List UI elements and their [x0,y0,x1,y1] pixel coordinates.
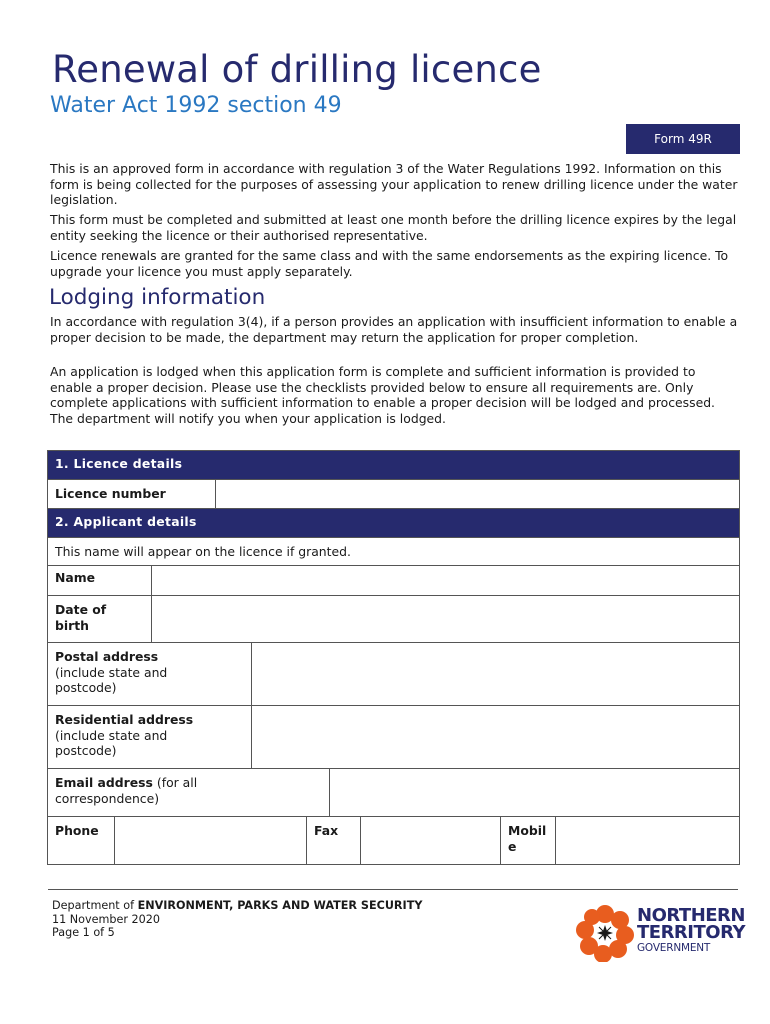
name-label: Name [48,566,152,596]
page-title: Renewal of drilling licence [52,48,542,91]
logo-line-3: GOVERNMENT [637,942,711,954]
residential-address-label [48,706,252,769]
logo-line-1: NORTHERN [637,905,745,926]
postal-address-hint-2: postcode) [55,680,117,696]
residential-address-field[interactable] [252,706,740,769]
phone-label: Phone [48,817,115,865]
fax-label: Fax [307,817,361,865]
email-address-label-text: Email address [55,775,153,790]
residential-address-label-text: Residential address [55,712,194,727]
intro-paragraph-3: Licence renewals are granted for the same class and with the same endorsements as the expiring licence. To upgrade your licence you must apply separately. [50,248,729,279]
postal-address-label [48,643,252,706]
intro-paragraph-1: This is an approved form in accordance with regulation 3 of the Water Regulations 1992. Information on this form is being collected for the purposes of assessing your application to renew drilling licence under the water legislation. [50,161,738,208]
email-address-hint-2: correspondence) [55,790,160,806]
dob-label [48,596,152,643]
lodging-heading: Lodging information [49,285,266,310]
postal-address-label-text: Postal address [55,649,159,664]
dob-label-line-1: Date of [55,602,107,617]
nt-government-logo [575,902,745,962]
fax-field[interactable] [361,817,501,865]
footer-dept-prefix: Department of [52,899,138,912]
postal-address-field[interactable] [252,643,740,706]
logo-line-2: TERRITORY [637,921,745,943]
intro-paragraph-2: This form must be completed and submitted at least one month before the drilling licence expires by the legal entity seeking the licence or their authorised representative. [50,212,737,243]
mobile-label-line-2: e [508,838,517,854]
footer-date: 11 November 2020 [52,912,161,926]
date-of-birth-field[interactable] [152,596,740,643]
licence-name-note: This name will appear on the licence if granted. [48,538,740,566]
email-address-hint-1: (for all [156,775,198,790]
page-footer [52,899,422,940]
residential-address-hint-2: postcode) [55,743,117,759]
logo-wordmark [637,905,745,943]
form-number-badge: Form 49R [626,124,740,154]
lodging-paragraph-2: An application is lodged when this application form is complete and sufficient information is provided to enable a proper decision. Please use the checklists provided below to ensure all requirements are. Only complete applications with sufficient information to enable a proper decision will be lodged and processed. The department will notify you when your application is lodged. [50,364,715,426]
email-address-field[interactable] [330,769,740,817]
mobile-field[interactable] [556,817,740,865]
licence-details-table [47,450,740,509]
phone-field[interactable] [115,817,307,865]
name-field[interactable] [152,566,740,596]
licence-number-field[interactable] [216,480,740,509]
footer-page-number: Page 1 of 5 [52,926,115,940]
lodging-paragraph-1: In accordance with regulation 3(4), if a person provides an application with insufficient information to enable a proper decision to be made, the department may return the application for proper completion. [50,314,738,345]
email-address-label [48,769,330,817]
footer-dept-name: ENVIRONMENT, PARKS AND WATER SECURITY [137,899,423,912]
residential-address-hint-1: (include state and [55,727,168,743]
applicant-details-table [47,508,740,865]
section-1-heading: 1. Licence details [48,451,740,480]
footer-divider [48,889,738,890]
dob-label-line-2: birth [55,617,89,633]
postal-address-hint-1: (include state and [55,664,168,680]
desert-rose-flower-icon [575,902,635,962]
licence-number-label: Licence number [48,480,216,509]
mobile-label [501,817,556,865]
mobile-label-line-1: Mobil [508,823,547,838]
page-subtitle: Water Act 1992 section 49 [50,93,342,118]
section-2-heading: 2. Applicant details [48,509,740,538]
